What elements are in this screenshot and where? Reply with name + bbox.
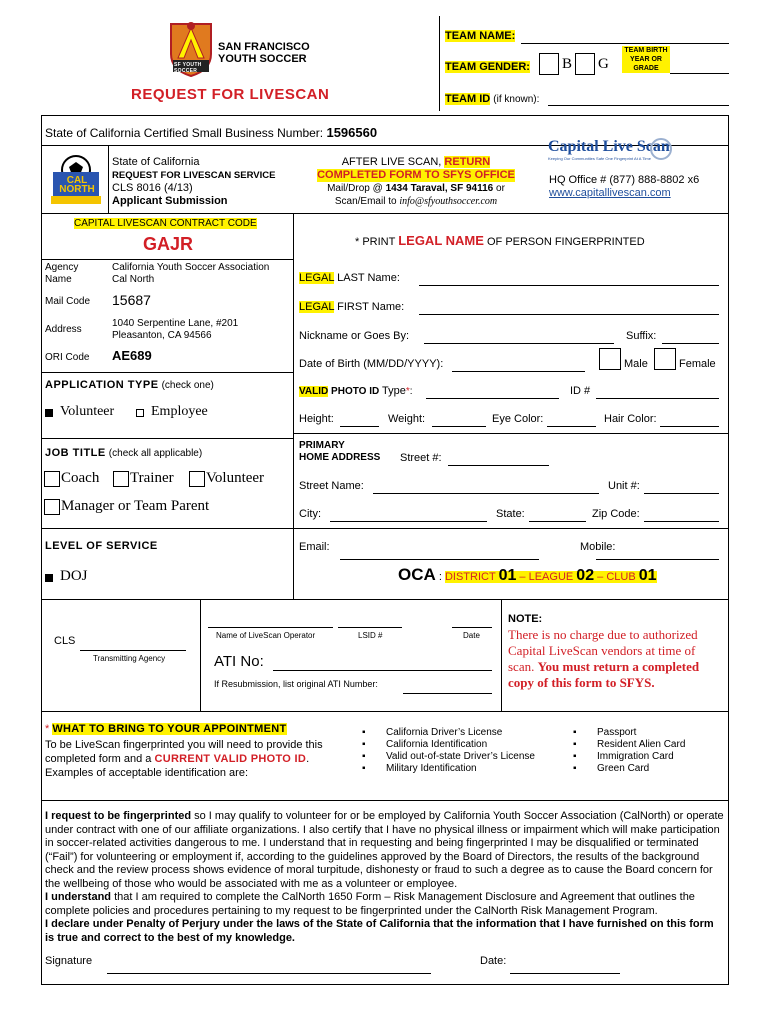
app-type-hint: (check one) [161,380,214,391]
state-field[interactable] [529,508,586,522]
return-line2: COMPLETED FORM TO SFYS OFFICE [317,169,515,181]
operator-left-divider [200,599,201,711]
agency-name-label: Agency Name [45,262,79,285]
league-value: 02 [576,567,595,584]
sfys-logo [168,20,214,78]
app-type-title: APPLICATION TYPE [45,379,159,391]
lsid-line[interactable] [338,627,402,628]
zip-label: Zip Code: [592,508,640,520]
ati-label: ATI No: [214,653,264,670]
id-number-field[interactable] [596,385,719,399]
capital-tagline: Keeping Our Communities Safe One Fingerprint At A Time [548,156,651,161]
cert-number: 1596560 [326,125,378,140]
note-text [508,627,723,691]
calnorth-logo-text: CAL NORTH [59,175,95,195]
email-field[interactable] [340,546,539,560]
job-title-hint: (check all applicable) [108,448,203,459]
return-address: 1434 Taraval, SF 94116 [385,183,494,194]
decl-p1-bold: I request to be fingerprinted [45,810,192,822]
declaration-section-line [41,800,729,801]
street-name-label: Street Name: [299,480,364,492]
address-line1: 1040 Serpentine Lane, #201 [112,318,239,329]
note-text-2: You must return a completed copy of this form to SFYS. [508,659,700,690]
return-line4-a: Scan/Email to [334,196,397,207]
weight-field[interactable] [432,413,486,427]
calnorth-cls: CLS 8016 (4/13) [112,182,193,194]
volunteer-checkbox[interactable] [45,409,53,417]
signature-date-field[interactable] [510,960,620,974]
dob-label: Date of Birth (MM/DD/YYYY): [299,358,444,370]
district-value: 01 [498,567,517,584]
fingerprint-icon [650,138,672,160]
photo-id-label [299,385,413,397]
calnorth-state: State of California [112,156,200,168]
bring-text [45,738,323,780]
female-label: Female [679,358,716,370]
return-line3 [296,182,536,195]
oca-sep: : [438,571,442,583]
print-prefix: * PRINT [355,236,396,248]
volunteer-label: Volunteer [60,404,115,419]
return-line3-a: Mail/Drop @ [327,183,383,194]
level-top-line [41,528,293,529]
photo-id-type: Type [381,385,406,397]
agency-name-value: California Youth Soccer Association Cal North [112,262,270,285]
job-title-heading [45,447,202,459]
coach-label: Coach [61,470,100,486]
manager-checkbox[interactable] [44,499,60,515]
header-block-divider [41,213,729,214]
list-item: ▪ Resident Alien Card [571,739,685,751]
note-title: NOTE: [508,613,543,625]
legal-first-legal: LEGAL [299,301,335,313]
gender-b-label: B [562,56,573,72]
suffix-field[interactable] [662,330,719,344]
street-number-field[interactable] [448,452,549,466]
contract-code-label: CAPITAL LIVESCAN CONTRACT CODE [74,218,257,229]
ori-code-label: ORI Code [45,352,90,363]
address-value [112,318,238,342]
transmitting-agency-line[interactable] [80,650,186,651]
signature-label: Signature [45,955,93,967]
email-label: Email: [299,541,330,553]
bring-star: * [45,723,50,735]
city-field[interactable] [330,508,487,522]
return-line4 [296,195,536,208]
return-line1-a: AFTER LIVE SCAN, [341,156,442,168]
legal-last-legal: LEGAL [299,272,335,284]
oca-label: OCA [398,565,436,584]
cert-label: State of California Certified Small Business Number: [45,126,324,140]
decl-p1 [45,810,724,890]
calnorth-service: REQUEST FOR LIVESCAN SERVICE [112,170,276,181]
employee-label: Employee [151,404,208,419]
operator-date-line[interactable] [452,627,492,628]
league-label: – LEAGUE [519,571,574,583]
team-id-label-text: TEAM ID [445,93,491,105]
birth-year-label: TEAM BIRTH YEAR OR GRADE [622,46,670,73]
male-checkbox[interactable] [599,348,621,370]
club-value: 01 [638,567,657,584]
bring-title: WHAT TO BRING TO YOUR APPOINTMENT [52,723,287,735]
trainer-checkbox[interactable] [113,471,129,487]
decl-p2-rest: that I am required to complete the CalNorth 1650 Form – Risk Management Disclosure and Agreement that outlines the complete policies and procedures pertaining to my request to be fingerprinted under the CalNorth Risk Management Program. [45,891,695,917]
print-legal-header [355,233,645,248]
print-legal-name: LEGAL NAME [398,233,484,248]
app-type-heading [45,379,214,391]
bring-section-line [41,711,729,712]
id-number-label: ID # [570,385,591,397]
operator-section-line [41,599,729,600]
photo-id-type-field[interactable] [426,385,559,399]
mobile-field[interactable] [596,546,719,560]
decl-p3: I declare under Penalty of Perjury under the laws of the State of California that the information that I have furnished on this form is true and correct to the best of my knowledge. [45,918,714,944]
calnorth-submission: Applicant Submission [112,195,228,207]
calnorth-details [112,156,275,208]
org-name [218,41,310,65]
hair-color-field[interactable] [660,413,719,427]
calnorth-logo [45,152,107,210]
operator-name-line[interactable] [208,627,333,628]
calnorth-divider [108,145,109,213]
legal-last-field[interactable] [419,272,719,286]
ati-field[interactable] [273,657,492,671]
page-title: REQUEST FOR LIVESCAN [131,86,330,103]
trainer-label: Trainer [130,470,174,486]
job-title-top-line [41,438,293,439]
team-gender-label: TEAM GENDER: [445,61,530,73]
doj-label: DOJ [60,568,88,584]
state-label: State: [496,508,525,520]
return-instructions [296,156,536,208]
operator-date-label: Date [463,631,480,640]
job-title-title: JOB TITLE [45,447,106,459]
gender-g-label: G [598,56,609,72]
dob-field[interactable] [452,358,585,372]
list-item: ▪ Passport [571,727,685,739]
capital-phone: HQ Office # (877) 888-8802 x6 [549,174,700,186]
declaration-text [45,810,725,945]
list-item: ▪ Military Identification [360,763,535,775]
main-column-divider [293,213,294,599]
team-id-field[interactable] [548,92,729,106]
address-label: Address [45,324,82,335]
bring-line2-a: completed form and a [45,753,152,765]
legal-first-field[interactable] [419,301,719,315]
agency-top-line [41,259,293,260]
note-text-1: There is no charge due to authorized Capital LiveScan vendors at time of scan. [508,627,698,674]
legal-first-text: FIRST Name: [337,301,405,313]
org-name-line1: SAN FRANCISCO [218,41,310,53]
unit-label: Unit #: [608,480,640,492]
contact-section-line [293,528,729,529]
app-type-top-line [41,372,293,373]
job-volunteer-checkbox[interactable] [189,471,205,487]
cert-line [45,125,377,140]
eye-color-field[interactable] [547,413,596,427]
height-label: Height: [299,413,334,425]
employee-checkbox[interactable] [136,409,144,417]
header-divider [439,16,440,111]
unit-field[interactable] [644,480,719,494]
district-label: DISTRICT [444,571,496,583]
gender-g-checkbox[interactable] [575,53,595,75]
hair-color-label: Hair Color: [604,413,657,425]
team-name-field[interactable] [521,30,729,44]
decl-p1-rest: so I may qualify to volunteer for or be employed by California Youth Soccer Association (CalNorth) or operate under contract with one of our affiliate organizations. I also certify that I have no physical illness or impairment which will make participation in soccer-related activities dangerous to me. I understand that in requesting and being fingerprinted I may be disqualified or terminated (“Fail”) for volunteering or employment if, according to the guidelines approved by the Board of Directors, the results of the background check and the review process shows evidence of moral turpitude, dishonesty or fraud to such a degree as to cause the Board concern for the wellbeing of those who would be associated with me as a volunteer or employee. [45,810,724,890]
street-name-field[interactable] [373,480,599,494]
photo-id-valid: VALID [299,386,329,397]
contract-code: GAJR [143,234,194,254]
team-id-hint: (if known): [493,94,540,105]
zip-field[interactable] [644,508,719,522]
note-divider [501,599,502,711]
bring-line2-c: . [306,753,310,765]
return-email[interactable]: info@sfyouthsoccer.com [399,196,498,207]
id-list-2 [571,727,685,775]
lsid-label: LSID # [358,631,383,640]
list-item: ▪ California Identification [360,739,535,751]
male-label: Male [624,358,648,370]
primary-home-label [299,440,380,464]
street-number-label: Street #: [400,452,442,464]
mobile-label: Mobile: [580,541,616,553]
oca-line [398,565,657,585]
decl-p2-bold: I understand [45,891,112,903]
mail-code-label: Mail Code [45,296,91,307]
bring-line1: To be LiveScan fingerprinted you will need to provide this [45,739,323,751]
coach-checkbox[interactable] [44,471,60,487]
photo-id-star: * [405,386,410,397]
capital-website[interactable]: www.capitallivescan.com [549,187,671,199]
bring-line2 [45,752,323,766]
return-line3-c: or [496,183,505,194]
photo-id-colon: : [409,386,413,397]
oca-codes [444,567,657,584]
print-suffix: OF PERSON FINGERPRINTED [486,236,645,248]
signature-field[interactable] [107,960,431,974]
operator-name-label: Name of LiveScan Operator [216,631,316,640]
eye-color-label: Eye Color: [492,413,544,425]
org-name-line2: YOUTH SOCCER [218,53,307,65]
nickname-label: Nickname or Goes By: [299,330,410,342]
female-checkbox[interactable] [654,348,676,370]
signature-date-label: Date: [480,955,507,967]
return-line1 [296,156,536,169]
manager-label: Manager or Team Parent [61,498,210,514]
address-section-line [293,433,729,434]
photo-id-text: PHOTO ID [331,386,380,397]
return-line1-b: RETURN [444,156,491,168]
list-item: ▪ Valid out-of-state Driver’s License [360,751,535,763]
team-id-label [445,93,539,105]
legal-last-text: LAST Name: [337,272,400,284]
suffix-label: Suffix: [626,330,657,342]
sfys-logo-text: SF YOUTH SOCCER [174,62,202,74]
resubmission-field[interactable] [403,680,492,694]
city-label: City: [299,508,321,520]
team-name-label: TEAM NAME: [445,30,516,42]
resubmission-label: If Resubmission, list original ATI Number: [214,679,378,689]
list-item: ▪ California Driver’s License [360,727,535,739]
list-item: ▪ Green Card [571,763,685,775]
bring-heading [45,723,287,735]
capital-logo-text: Capital Live Scan [548,138,670,155]
job-volunteer-label: Volunteer [206,470,265,486]
list-item: ▪ Immigration Card [571,751,685,763]
level-title: LEVEL OF SERVICE [45,540,158,552]
birth-year-field[interactable] [670,60,729,74]
ori-code-value: AE689 [112,348,152,363]
legal-first-label [299,301,404,313]
height-field[interactable] [340,413,379,427]
nickname-field[interactable] [424,330,614,344]
decl-p2 [45,891,695,917]
mail-code-value: 15687 [112,292,151,308]
weight-label: Weight: [388,413,426,425]
id-list-1 [360,727,535,775]
bring-line2-b: CURRENT VALID PHOTO ID [154,753,307,765]
home-address-label: HOME ADDRESS [299,452,381,463]
bring-line3: Examples of acceptable identification are: [45,767,249,779]
gender-b-checkbox[interactable] [539,53,559,75]
transmitting-agency-label: Transmitting Agency [93,654,166,663]
cls-label: CLS [54,635,76,647]
primary-label: PRIMARY [299,440,345,451]
address-line2: Pleasanton, CA 94566 [112,330,212,341]
legal-last-label [299,272,400,284]
club-label: – CLUB [597,571,636,583]
doj-checkbox[interactable] [45,574,53,582]
